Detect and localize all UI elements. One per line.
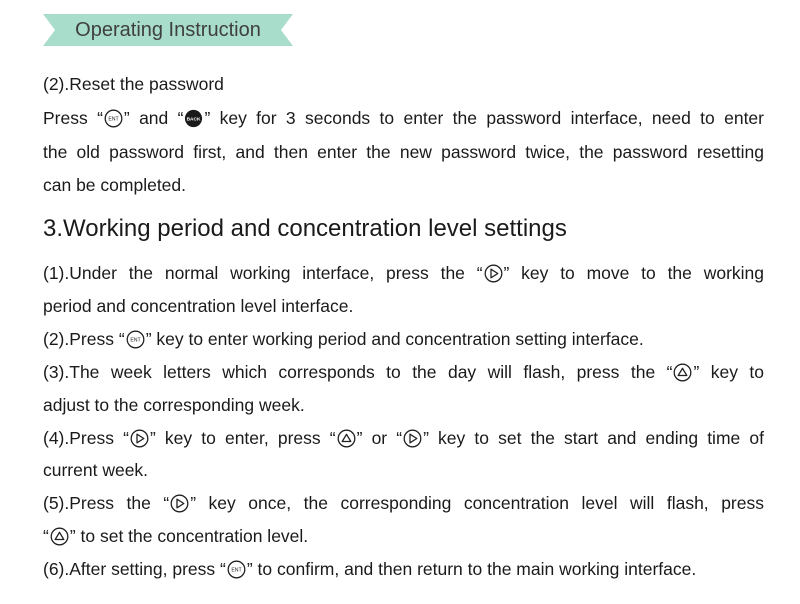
reset-line-3: can be completed. [43, 175, 187, 195]
right-arrow-key-icon [170, 494, 189, 513]
right-arrow-key-icon [403, 429, 422, 448]
section-banner [43, 14, 293, 46]
step-6-line: (6).After setting, press “ ENT ” to confirm, and then return to the main working interface. [43, 559, 697, 579]
step-1-line-a: (1).Under the normal working interface, press the “ ” key to move to the working [43, 263, 764, 283]
up-arrow-key-icon [673, 363, 692, 382]
banner-title: Operating Instruction [75, 19, 261, 41]
step-4-line-a: (4).Press “ ” key to enter, press “ ” or “ ” key to set the start and ending time of [43, 428, 764, 448]
ent-key-icon [126, 330, 145, 349]
reset-line-1: Press “ ENT ” and “ BACK ” key for 3 seconds to enter the password interface, need to enter [43, 108, 764, 128]
up-arrow-key-icon [337, 429, 356, 448]
ent-key-icon [104, 109, 123, 128]
reset-heading: (2).Reset the password [43, 74, 224, 94]
step-2-line: (2).Press “ ENT ” key to enter working period and concentration setting interface. [43, 329, 644, 349]
section-3-title: 3.Working period and concentration level settings [43, 215, 567, 242]
back-key-icon [184, 109, 203, 128]
step-3-line-a: (3).The week letters which corresponds to the day will flash, press the “ ” key to [43, 362, 764, 382]
svg-text:ENT: ENT [108, 116, 119, 123]
step-5-line-a: (5).Press the “ ” key once, the corresponding concentration level will flash, press [43, 493, 764, 513]
svg-text:ENT: ENT [130, 337, 141, 344]
reset-line-2: the old password first, and then enter the new password twice, the password resetting [43, 142, 764, 162]
ent-key-icon [227, 560, 246, 579]
step-5-line-b: “ ” to set the concentration level. [43, 526, 309, 546]
right-arrow-key-icon [130, 429, 149, 448]
right-arrow-key-icon [484, 264, 503, 283]
up-arrow-key-icon [50, 527, 69, 546]
step-4-line-b: current week. [43, 460, 149, 480]
svg-text:BACK: BACK [187, 117, 201, 123]
step-1-line-b: period and concentration level interface. [43, 296, 354, 316]
svg-text:ENT: ENT [231, 567, 242, 574]
step-3-line-b: adjust to the corresponding week. [43, 395, 305, 415]
